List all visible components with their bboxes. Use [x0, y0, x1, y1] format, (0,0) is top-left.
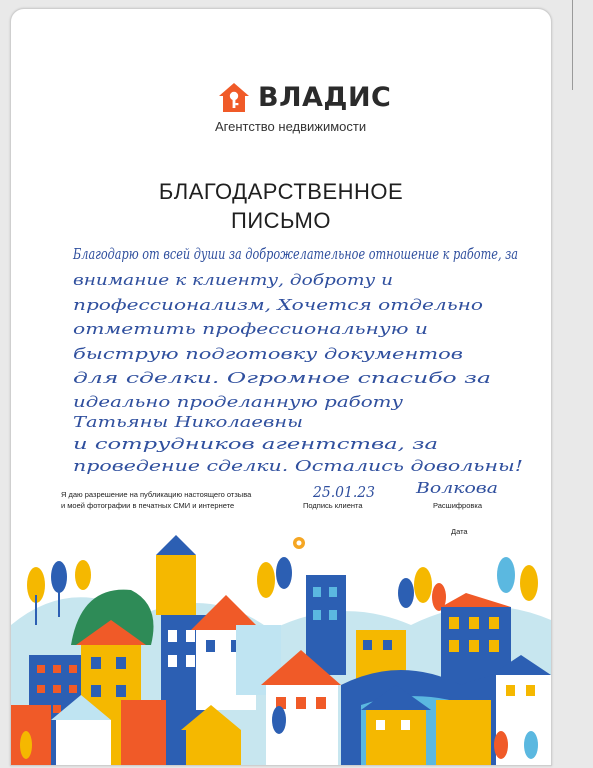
- letter-sheet: [10, 8, 552, 766]
- handwritten-date: 25.01.23: [312, 483, 375, 499]
- brand-name: ВЛАДИС: [258, 81, 392, 113]
- city-illustration: [11, 535, 551, 765]
- handwritten-line: быструю подготовку документов: [73, 345, 464, 363]
- handwritten-line: Татьяны Николаевны: [73, 413, 303, 431]
- permission-line-2: и моей фотографии в печатных СМИ и интернете: [61, 501, 235, 510]
- handwritten-line: и сотрудников агентства, за: [73, 435, 438, 453]
- handwritten-line: отметить профессиональную и: [73, 320, 428, 338]
- title-line-1: БЛАГОДАРСТВЕННОЕ: [158, 179, 404, 204]
- client-signature-label: Подпись клиента: [303, 501, 363, 510]
- company-subtitle: Агентство недвижимости: [215, 119, 367, 134]
- handwritten-line: для сделки. Огромное спасибо за: [73, 369, 491, 387]
- handwritten-text: [11, 9, 551, 499]
- handwritten-surname: Волкова: [414, 479, 498, 497]
- title-line-2: ПИСЬМО: [231, 208, 331, 233]
- scan-edge-line: [572, 0, 573, 90]
- handwritten-line: идеально проделанную работу: [73, 393, 404, 411]
- decoding-label: Расшифровка: [433, 501, 482, 510]
- permission-line-1: Я даю разрешение на публикацию настоящего отзыва: [61, 490, 252, 499]
- handwritten-line: проведение сделки. Остались довольны!: [73, 457, 523, 475]
- handwritten-line: профессионализм, Хочется отдельно: [73, 296, 483, 314]
- handwritten-line: Благодарю от всей души за доброжелательное отношение к работе, за: [72, 245, 519, 263]
- handwritten-line: внимание к клиенту, доброту и: [73, 271, 393, 289]
- publication-permission: [61, 489, 291, 511]
- date-label: Дата: [451, 527, 468, 536]
